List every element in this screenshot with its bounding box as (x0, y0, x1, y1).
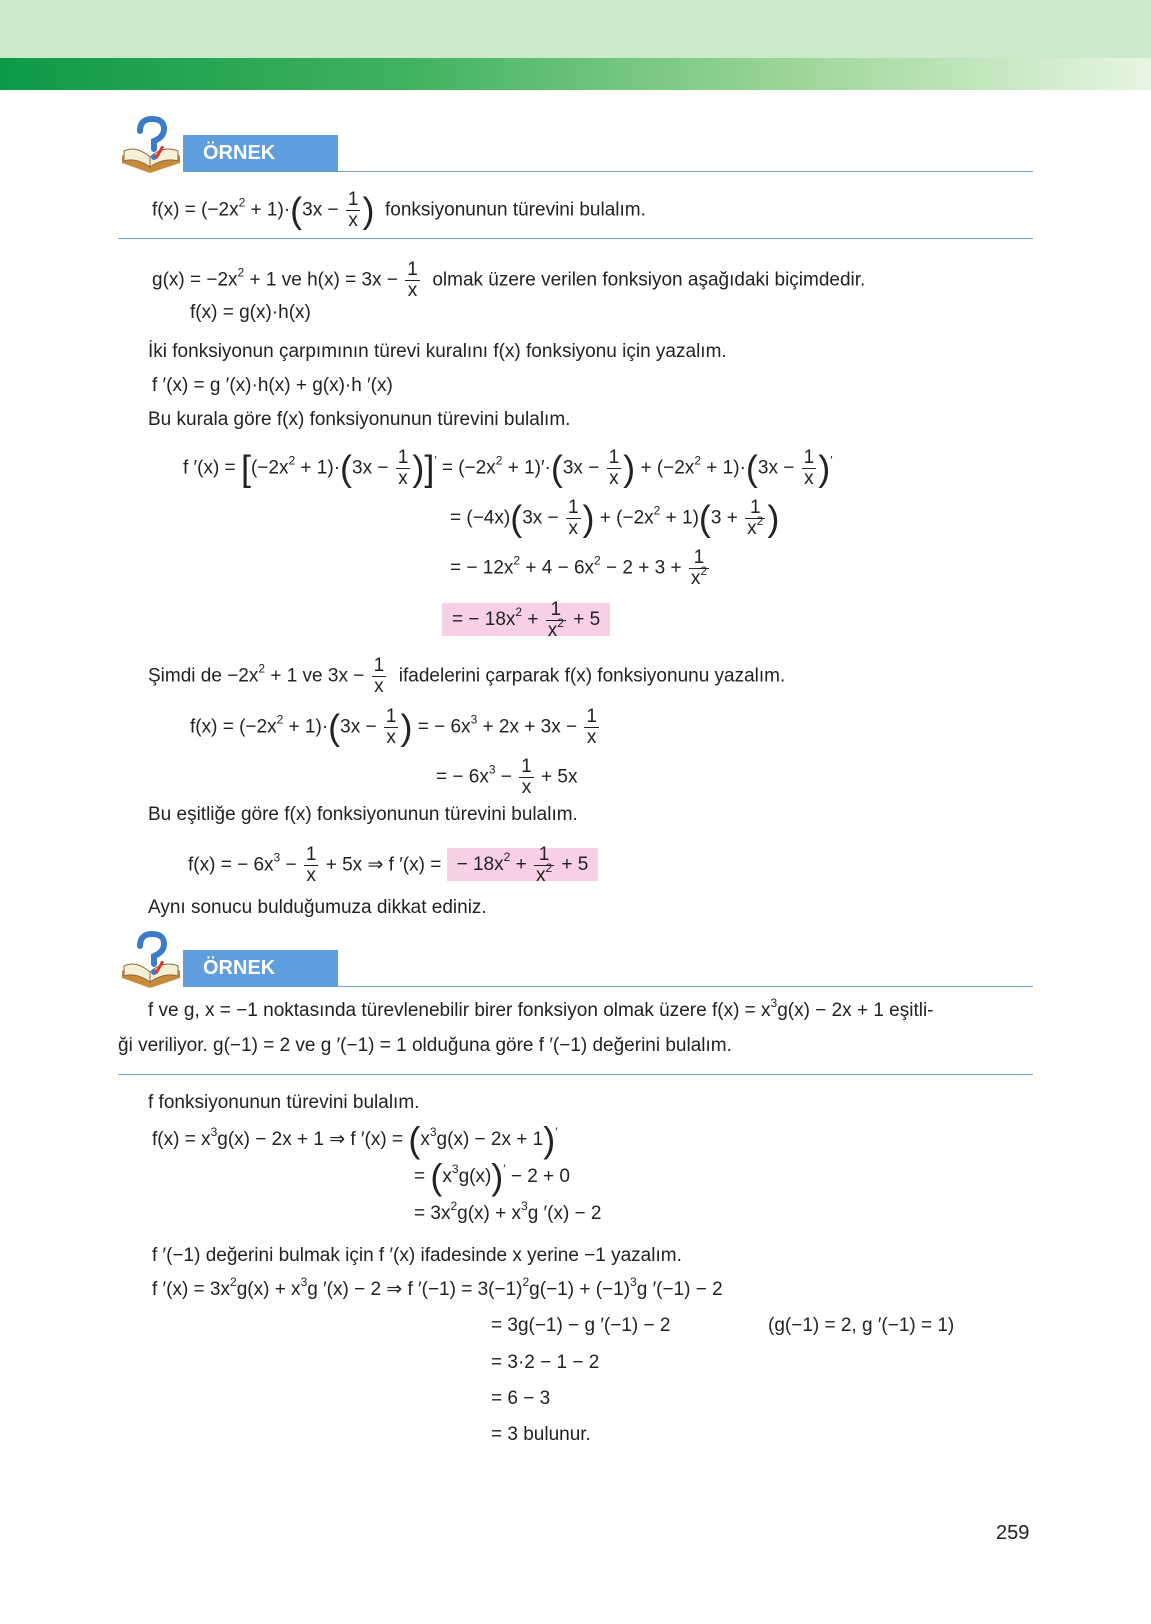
example-header-2 (118, 930, 1033, 990)
example-label: ÖRNEK (183, 950, 338, 987)
page-number: 259 (996, 1522, 1030, 1544)
sol1-line-2: f(x) = g(x)·h(x) (190, 302, 311, 323)
sol2-line-6: f $'(x) = 3x^2g(x) + x^3g$ ′(x) − 2 ⇒ f $'(-1) = 3(-1)^2g(-1) + (-1)^3g$ ′(−1) − 2 (152, 1275, 723, 1300)
sol1-line-1: $g(x) = -2x^2 + 1$ ve h(x) = 3x − $\frac{1}{x}$ olmak üzere verilen fonksiyon aşağıdaki biçimdedir. (152, 259, 866, 301)
sol1-line-9-highlight: = − $18x^2$ + $\frac{1}{x^2}$ + 5 (450, 600, 610, 641)
sol1-line-3: İki fonksiyonun çarpımının türevi kuralını f(x) fonksiyonu için yazalım. (148, 341, 727, 362)
book-question-icon (118, 115, 184, 177)
green-header-bar (0, 58, 1151, 90)
separator (118, 238, 1033, 239)
sol2-line-4: = $3x^2g(x) + x^3g$ ′(x) − 2 (414, 1199, 602, 1224)
sol2-line-9: = 6 − 3 (491, 1388, 551, 1409)
example-2-line-2: ği veriliyor. g(−1) = 2 ve g ′(−1) = 1 olduğuna göre f ′(−1) değerini bulalım. (118, 1035, 732, 1056)
example-1-statement: $f(x) = (-2x^2 + 1)\cdot(3x$ − $\frac{1}{x}$ ) fonksiyonunun türevini bulalım. (152, 189, 646, 231)
sol2-line-7-note: (g(−1) = 2, g ′(−1) = 1) (768, 1315, 955, 1336)
example-2-line-1: f ve g, x = −1 noktasında türevlenebilir birer fonksiyon olmak üzere $f(x) = x^3g(x) - 2x + 1$ eşitli- (148, 996, 934, 1021)
sol1-line-4: f ′(x) = g ′(x)·h(x) + g(x)·h ′(x) (152, 375, 393, 396)
sol1-line-11: $f(x) = (-2x^2 + 1)\cdot(3x$ − $\frac{1}{x}$ ) = − $6x^3 + 2x + 3x$ − $\frac{1}{x}$ (190, 706, 597, 748)
sol1-line-13: Bu eşitliğe göre f(x) fonksiyonunun türevini bulalım. (148, 804, 578, 825)
sol2-line-10: = 3 bulunur. (491, 1424, 591, 1445)
separator (118, 1074, 1033, 1075)
header-rule (338, 171, 1033, 172)
example-header-1 (118, 115, 1033, 175)
sol1-line-6: f $'(x) = [(-2x^2 + 1)\cdot(3x$ − $\frac{1}{x}$ )]$' = (-2x^2 + 1)'\cdot(3x$ − $\frac{1}{x}$ ) + $(-2x^2 + 1)\cdot(3x$ − $\frac{1}{x}$ )′ (183, 447, 833, 489)
example-label: ÖRNEK (183, 135, 338, 172)
sol1-line-10: Şimdi de $-2x^2 + 1$ ve 3x − $\frac{1}{x}$ ifadelerini çarparak f(x) fonksiyonunu yazalım. (148, 655, 786, 697)
sol1-line-12: = − $6x^3$ − $\frac{1}{x}$ + 5x (436, 756, 578, 798)
sol1-line-8: = − $12x^2 + 4 - 6x^2 - 2 + 3$ + $\frac{1}{x^2}$ (450, 547, 707, 589)
sol2-line-2: $f(x) = x^3g(x) - 2x + 1$ ⇒ f $'(x) = (x^3g(x) - 2x + 1)'$ (152, 1118, 558, 1160)
sol2-line-3: = $(x^3g(x))' - 2 + 0$ (414, 1155, 570, 1197)
sol1-line-7: = (−4x)(3x − $\frac{1}{x}$ ) + $(-2x^2 + 1)(3$ + $\frac{1}{x^2}$ ) (450, 497, 780, 539)
sol1-line-14: f(x) = − $6x^3$ − $\frac{1}{x}$ + 5x ⇒ f ′(x) = − $18x^2$ + $\frac{1}{x^2}$ + 5 (188, 845, 598, 886)
top-band (0, 0, 1151, 58)
sol1-line-15: Aynı sonucu bulduğumuza dikkat ediniz. (148, 897, 487, 918)
sol2-line-5: f ′(−1) değerini bulmak için f ′(x) ifadesinde x yerine −1 yazalım. (152, 1245, 682, 1266)
sol1-line-5: Bu kurala göre f(x) fonksiyonunun türevini bulalım. (148, 409, 571, 430)
book-question-icon (118, 930, 184, 992)
sol2-line-8: = 3·2 − 1 − 2 (491, 1352, 600, 1373)
sol2-line-1: f fonksiyonunun türevini bulalım. (148, 1092, 420, 1113)
header-rule (338, 986, 1033, 987)
sol2-line-7: = 3g(−1) − g ′(−1) − 2 (491, 1315, 671, 1336)
